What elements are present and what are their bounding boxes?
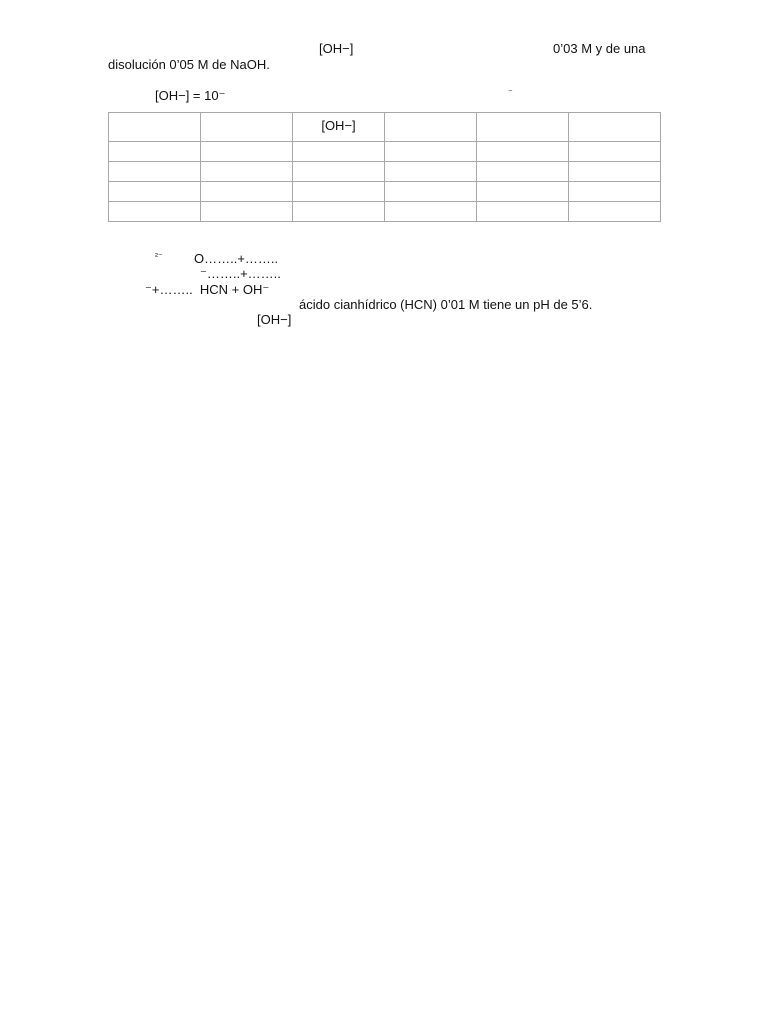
table-row — [109, 142, 661, 162]
table-header-row — [109, 113, 661, 142]
table-header-cell — [385, 113, 477, 142]
table-header-cell: [OH−] — [293, 113, 385, 142]
concentration-text-line1: 0’03 M y de una — [553, 41, 646, 56]
charge-superscript: ²⁻ — [155, 251, 163, 261]
data-table — [108, 112, 661, 222]
table-cell — [477, 202, 569, 222]
table-cell — [109, 202, 201, 222]
table-row — [109, 182, 661, 202]
table-header-cell — [201, 113, 293, 142]
table-cell — [109, 162, 201, 182]
oh-label-last: [OH−] — [257, 312, 292, 327]
oh-formula: [OH−] = 10⁻ — [155, 88, 226, 103]
equation-line-1: O……..+…….. — [194, 251, 279, 266]
table-cell — [569, 182, 661, 202]
oh-label-line1: [OH−] — [319, 41, 354, 56]
table-cell — [477, 162, 569, 182]
table-cell — [109, 142, 201, 162]
hcn-sentence: ácido cianhídrico (HCN) 0’01 M tiene un pH de 5’6. — [299, 297, 593, 312]
table-cell — [477, 182, 569, 202]
minus-superscript: ⁻ — [508, 87, 513, 97]
table-cell — [385, 202, 477, 222]
table-cell — [201, 142, 293, 162]
naoh-text-line2: disolución 0’05 M de NaOH. — [108, 57, 270, 72]
table-cell — [569, 162, 661, 182]
table-cell — [569, 142, 661, 162]
equation-line-2: ⁻……..+…….. — [200, 266, 281, 281]
table-cell — [385, 142, 477, 162]
table-cell — [201, 182, 293, 202]
table-cell — [201, 162, 293, 182]
table-cell — [201, 202, 293, 222]
table-cell — [293, 162, 385, 182]
table-cell — [385, 162, 477, 182]
equation-line-3: ⁻+…….. HCN + OH⁻ — [145, 282, 270, 297]
table-row — [109, 162, 661, 182]
table-cell — [293, 182, 385, 202]
table-header-cell — [477, 113, 569, 142]
table-cell — [477, 142, 569, 162]
table-cell — [385, 182, 477, 202]
table-header-cell — [569, 113, 661, 142]
table-cell — [293, 142, 385, 162]
table-row — [109, 202, 661, 222]
table-header-cell — [109, 113, 201, 142]
table-cell — [293, 202, 385, 222]
table-cell — [109, 182, 201, 202]
table-cell — [569, 202, 661, 222]
